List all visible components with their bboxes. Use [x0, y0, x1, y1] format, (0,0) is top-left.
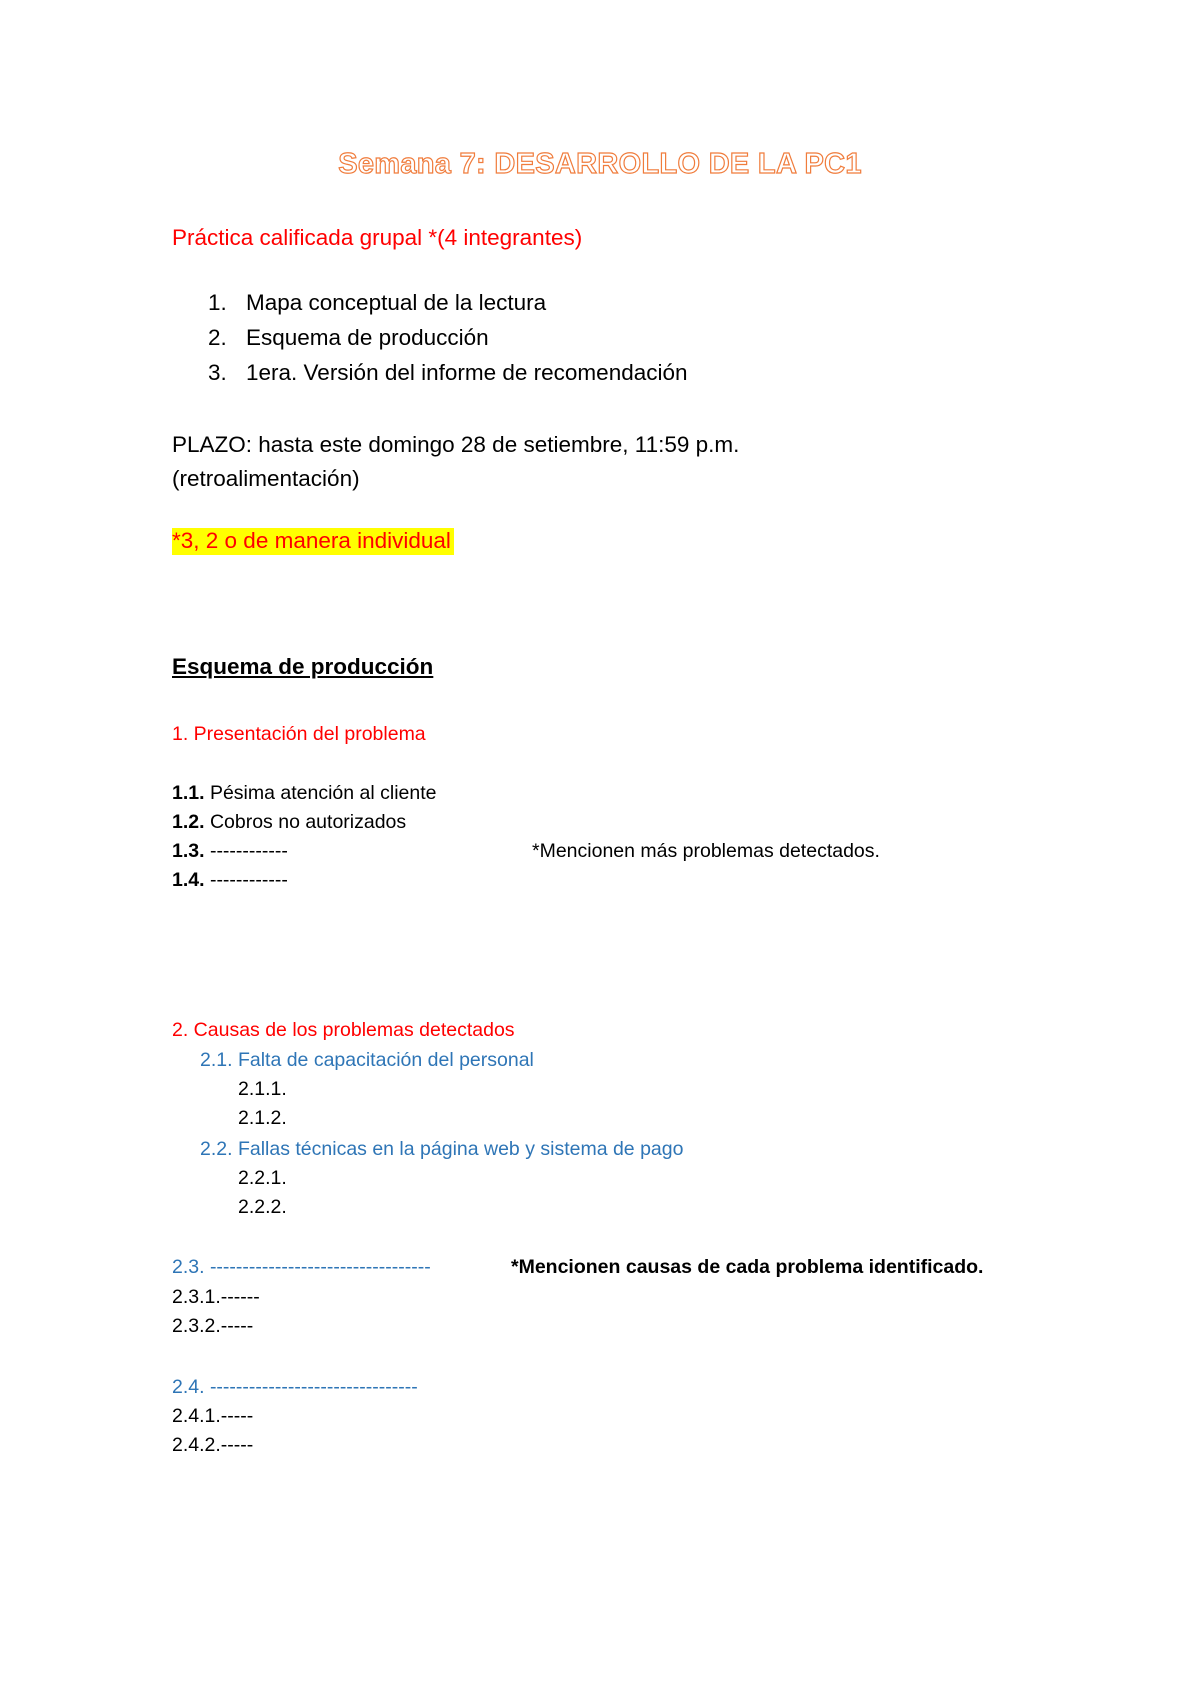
- section-note: *Mencionen causas de cada problema identificado.: [511, 1256, 984, 1278]
- subitem: 2.4.1.-----: [172, 1405, 254, 1427]
- section-title: 2. Causas de los problemas detectados: [172, 1019, 515, 1041]
- list-item: [172, 840, 288, 863]
- esquema-heading: Esquema de producción: [172, 654, 434, 679]
- subsection-title: 2.3. ----------------------------------: [172, 1256, 431, 1278]
- list-item: [172, 811, 406, 834]
- item-text: Cobros no autorizados: [204, 811, 407, 833]
- subsection-title: 2.4. --------------------------------: [172, 1376, 418, 1398]
- item-number: 1.3.: [172, 840, 205, 862]
- list-number: 3.: [208, 360, 227, 385]
- item-text: ------------: [204, 869, 288, 891]
- list-item: [208, 360, 688, 386]
- subsection-title: 2.2. Fallas técnicas en la página web y sistema de pago: [200, 1138, 684, 1160]
- list-text: Mapa conceptual de la lectura: [246, 290, 547, 315]
- item-number: 1.2.: [172, 811, 205, 833]
- list-number: 1.: [208, 290, 227, 315]
- subitem: 2.3.1.------: [172, 1286, 260, 1308]
- list-item: [208, 325, 489, 351]
- list-item: [172, 869, 288, 892]
- subitem: 2.3.2.-----: [172, 1315, 254, 1337]
- highlight-note-text: *3, 2 o de manera individual: [172, 528, 454, 555]
- item-text: Pésima atención al cliente: [204, 782, 437, 804]
- page-title: Semana 7: DESARROLLO DE LA PC1: [338, 148, 862, 180]
- subsection-title: 2.1. Falta de capacitación del personal: [200, 1049, 534, 1071]
- list-number: 2.: [208, 325, 227, 350]
- item-number: 1.4.: [172, 869, 205, 891]
- item-number: 1.1.: [172, 782, 205, 804]
- list-item: [208, 290, 546, 316]
- subitem: 2.2.1.: [238, 1167, 287, 1189]
- list-text: 1era. Versión del informe de recomendación: [246, 360, 688, 385]
- plazo-text: PLAZO: hasta este domingo 28 de setiembre, 11:59 p.m.: [172, 432, 740, 457]
- subitem: 2.1.2.: [238, 1107, 287, 1129]
- section-title: 1. Presentación del problema: [172, 723, 426, 745]
- item-text: ------------: [204, 840, 288, 862]
- list-item: [172, 782, 437, 805]
- subitem: 2.4.2.-----: [172, 1434, 254, 1456]
- highlight-note: [172, 528, 454, 554]
- subitem: 2.1.1.: [238, 1078, 287, 1100]
- practica-heading: Práctica calificada grupal *(4 integrantes): [172, 225, 583, 250]
- section-note: *Mencionen más problemas detectados.: [532, 840, 880, 862]
- subitem: 2.2.2.: [238, 1196, 287, 1218]
- list-text: Esquema de producción: [246, 325, 489, 350]
- retro-text: (retroalimentación): [172, 466, 360, 491]
